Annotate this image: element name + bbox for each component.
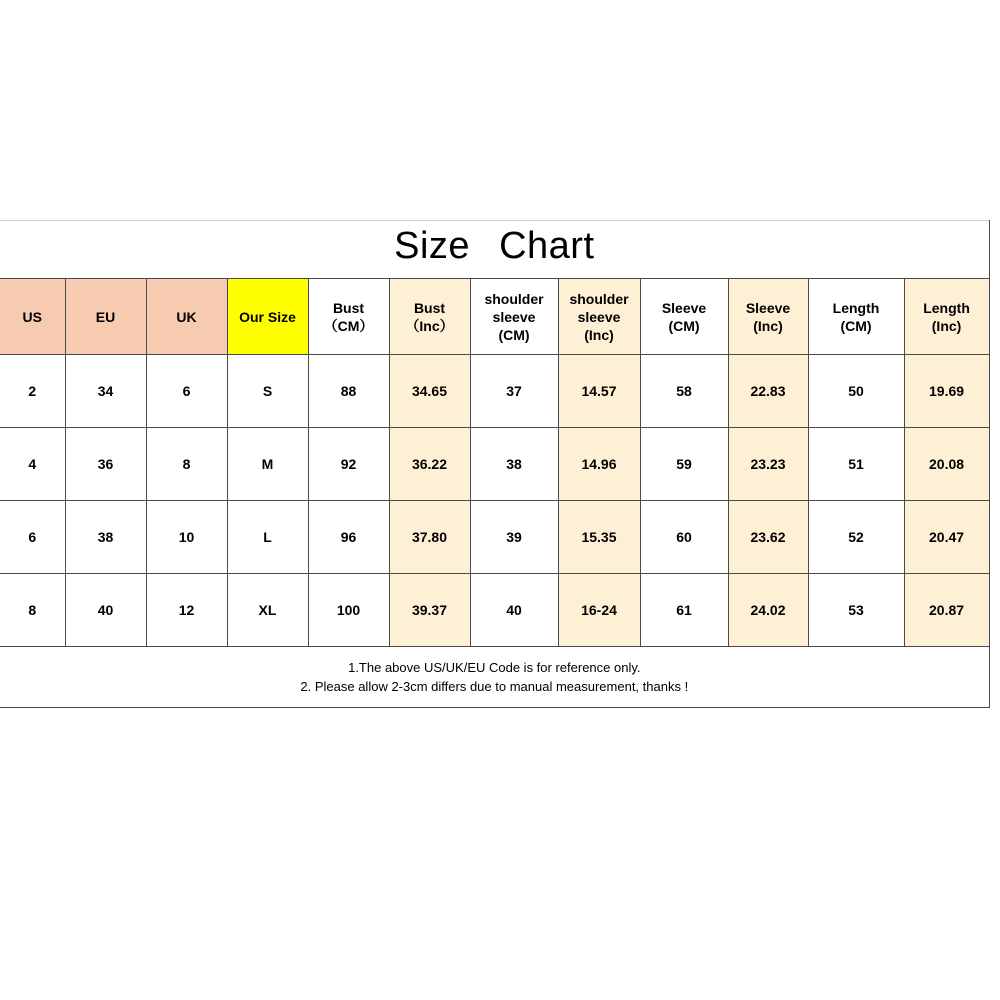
- chart-title: Size Chart: [394, 225, 595, 267]
- column-header-label: sleeve: [577, 308, 621, 325]
- column-header-label: Length: [923, 299, 970, 316]
- column-header-label: (Inc): [584, 326, 614, 343]
- table-cell: 38: [65, 501, 146, 574]
- table-cell: M: [227, 428, 308, 501]
- column-header: [728, 279, 808, 355]
- table-cell: XL: [227, 574, 308, 647]
- table-cell: 20.87: [904, 574, 989, 647]
- table-cell: 23.62: [728, 501, 808, 574]
- table-cell: 20.08: [904, 428, 989, 501]
- column-header: [470, 279, 558, 355]
- table-cell: S: [227, 355, 308, 428]
- notes-cell: [0, 647, 989, 708]
- table-cell: 88: [308, 355, 389, 428]
- column-header: [640, 279, 728, 355]
- column-header-label: Bust: [413, 299, 446, 316]
- table-cell: 22.83: [728, 355, 808, 428]
- column-header-label: （Inc）: [405, 317, 454, 334]
- header-row: [0, 279, 989, 355]
- column-header-label: （CM）: [323, 317, 374, 334]
- column-header-label: Bust: [332, 299, 365, 316]
- size-chart-table: [0, 220, 990, 708]
- table-cell: 60: [640, 501, 728, 574]
- column-header-label: (CM): [498, 326, 530, 343]
- column-header-label: shoulder: [569, 290, 629, 307]
- table-cell: 6: [146, 355, 227, 428]
- column-header: [227, 279, 308, 355]
- note-line: 2. Please allow 2-3cm differs due to manual measurement, thanks !: [300, 679, 689, 694]
- table-cell: 37: [470, 355, 558, 428]
- column-header-label: UK: [176, 308, 197, 325]
- column-header: [389, 279, 470, 355]
- table-row: [0, 355, 989, 428]
- column-header-label: Sleeve: [745, 299, 791, 316]
- table-cell: 34: [65, 355, 146, 428]
- table-cell: 8: [146, 428, 227, 501]
- size-chart: [0, 220, 989, 708]
- table-cell: 14.96: [558, 428, 640, 501]
- column-header-label: (Inc): [931, 317, 962, 334]
- table-cell: 51: [808, 428, 904, 501]
- column-header-label: Length: [832, 299, 880, 316]
- table-cell: 52: [808, 501, 904, 574]
- table-cell: 53: [808, 574, 904, 647]
- note-line: 1.The above US/UK/EU Code is for reference only.: [348, 660, 641, 675]
- table-cell: 16-24: [558, 574, 640, 647]
- table-cell: 40: [65, 574, 146, 647]
- column-header: [0, 279, 65, 355]
- column-header-label: (CM): [668, 317, 700, 334]
- column-header: [308, 279, 389, 355]
- table-cell: 59: [640, 428, 728, 501]
- column-header-label: shoulder: [484, 290, 544, 307]
- table-row: [0, 574, 989, 647]
- table-cell: 58: [640, 355, 728, 428]
- table-cell: 36: [65, 428, 146, 501]
- table-cell: 10: [146, 501, 227, 574]
- table-row: [0, 501, 989, 574]
- column-header: [558, 279, 640, 355]
- table-cell: 39: [470, 501, 558, 574]
- table-cell: 38: [470, 428, 558, 501]
- column-header: [146, 279, 227, 355]
- table-cell: 100: [308, 574, 389, 647]
- column-header-label: US: [22, 308, 42, 325]
- column-header-label: sleeve: [492, 308, 536, 325]
- table-cell: 19.69: [904, 355, 989, 428]
- table-cell: 40: [470, 574, 558, 647]
- table-cell: 96: [308, 501, 389, 574]
- table-cell: 36.22: [389, 428, 470, 501]
- table-cell: 14.57: [558, 355, 640, 428]
- column-header-label: (CM): [840, 317, 872, 334]
- table-cell: 34.65: [389, 355, 470, 428]
- table-cell: 15.35: [558, 501, 640, 574]
- table-cell: 61: [640, 574, 728, 647]
- table-cell: 50: [808, 355, 904, 428]
- table-cell: 12: [146, 574, 227, 647]
- column-header: [808, 279, 904, 355]
- table-cell: 39.37: [389, 574, 470, 647]
- table-cell: 2: [0, 355, 65, 428]
- table-cell: 8: [0, 574, 65, 647]
- table-row: [0, 428, 989, 501]
- table-body: [0, 355, 989, 647]
- column-header-label: Our Size: [239, 308, 296, 325]
- table-cell: 4: [0, 428, 65, 501]
- title-cell: [0, 221, 989, 279]
- table-cell: 23.23: [728, 428, 808, 501]
- table-cell: 92: [308, 428, 389, 501]
- column-header-label: EU: [95, 308, 116, 325]
- table-cell: 20.47: [904, 501, 989, 574]
- column-header-label: Sleeve: [661, 299, 707, 316]
- table-cell: 37.80: [389, 501, 470, 574]
- column-header: [65, 279, 146, 355]
- column-header-label: (Inc): [753, 317, 783, 334]
- table-cell: 24.02: [728, 574, 808, 647]
- table-cell: 6: [0, 501, 65, 574]
- column-header: [904, 279, 989, 355]
- table-cell: L: [227, 501, 308, 574]
